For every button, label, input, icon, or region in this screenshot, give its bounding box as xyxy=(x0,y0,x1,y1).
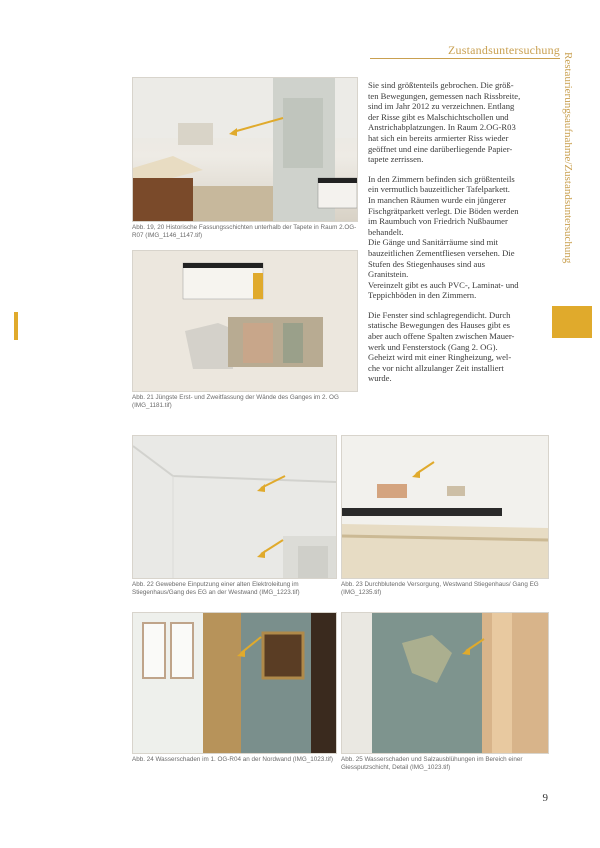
photo-fig19 xyxy=(132,77,358,222)
paragraph-1: Sie sind größtenteils gebrochen. Die größ- ten Bewegungen, gemessen nach Rissbreite, sind im Jahr 2012 zu verzeichnen. Entlang der Risse gibt es Malschichtschollen und Anstrichabplatzungen. In Raum 2.OG-R03 hat sich ein bereits armierter Riss wieder geöffnet und eine darüberliegende Papier- tapete zerrissen. xyxy=(368,80,521,165)
side-tab xyxy=(562,52,576,302)
photo-fig22 xyxy=(132,435,337,579)
caption-fig24: Abb. 24 Wasserschaden im 1. OG-R04 an der Nordwand (IMG_1023.tif) xyxy=(132,756,334,763)
header-rule xyxy=(370,58,560,59)
photo-fig21 xyxy=(132,250,358,392)
photo-fig22-drawing xyxy=(133,436,336,578)
caption-fig19: Abb. 19, 20 Historische Fassungsschichten unterhalb der Tapete in Raum 2.OG-R07 (IMG_1146_1147.tif) xyxy=(132,224,357,239)
left-accent-bar xyxy=(14,312,18,340)
photo-fig19-drawing xyxy=(133,78,357,221)
photo-fig23 xyxy=(341,435,549,579)
photo-fig24-drawing xyxy=(133,613,336,753)
paragraph-3: Die Fenster sind schlagregendicht. Durch statische Bewegungen des Hauses gibt es aber auch offene Spalten zwischen Mauer- werk und Fensterstock (Gang 2. OG). Geheizt wird mit einer Ringheizung, wel- che vor nicht allzulanger Zeit installiert wurde. xyxy=(368,309,515,384)
photo-fig24 xyxy=(132,612,337,754)
photo-fig21-drawing xyxy=(133,251,357,391)
side-tab-label: Restaurierungsaufnahme/Zustandsuntersuchung xyxy=(562,52,574,264)
caption-fig23: Abb. 23 Durchblutende Versorgung, Westwand Stiegenhaus/ Gang EG (IMG_1235.tif) xyxy=(341,581,539,596)
caption-fig22: Abb. 22 Gewebene Einputzung einer alten Elektroleitung im Stiegenhaus/Gang des EG an der Westwand (IMG_1223.tif) xyxy=(132,581,300,596)
paragraph-2: In den Zimmern befinden sich größtenteils ein vermutlich bauzeitlicher Tafelparkett. In manchen Räumen wurde ein jüngerer Fischgrätparkett verlegt. Die Böden werden im Raumbuch von Friedrich Nußbaumer behandelt. Die Gänge und Sanitärräume sind mit bauzeitlichen Zementfliesen versehen. Die Stufen des Stiegenhauses sind aus Granitstein. Vereinzelt gibt es auch PVC-, Laminat- und Teppichböden in den Zimmern. xyxy=(368,173,519,301)
photo-fig25-drawing xyxy=(342,613,548,753)
photo-fig23-drawing xyxy=(342,436,548,578)
caption-fig25: Abb. 25 Wasserschaden und Salzausblühungen im Bereich einer Giessputzschicht, Detail (IMG_1023.tif) xyxy=(341,756,523,771)
body-text xyxy=(368,80,562,393)
photo-fig25 xyxy=(341,612,549,754)
section-title: Zustandsuntersuchung xyxy=(448,43,560,57)
page-number: 9 xyxy=(542,792,548,804)
caption-fig21: Abb. 21 Jüngste Erst- und Zweitfassung der Wände des Ganges im 2. OG (IMG_1181.tif) xyxy=(132,394,339,409)
